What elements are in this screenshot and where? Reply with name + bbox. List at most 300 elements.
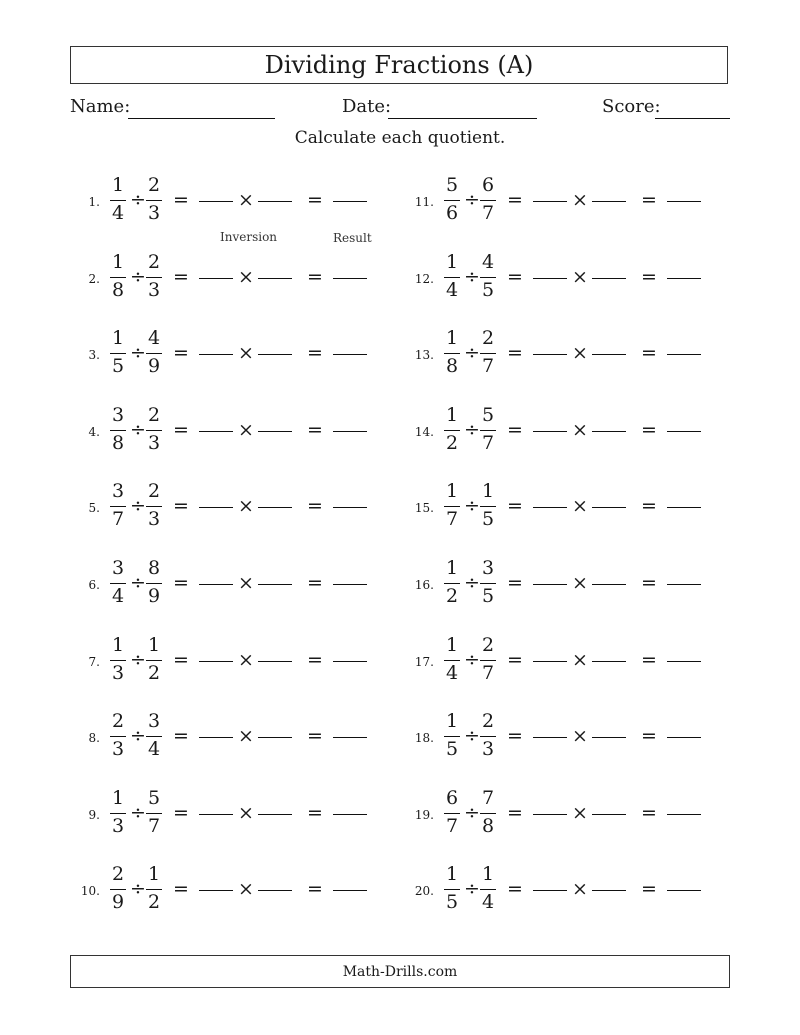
divide-symbol: ÷: [464, 878, 480, 900]
divide-symbol: ÷: [464, 266, 480, 288]
numerator: 1: [111, 634, 125, 656]
problem-number: 4.: [88, 425, 100, 439]
answer-blank-inversion-right[interactable]: [258, 661, 292, 662]
numerator: 3: [481, 557, 495, 579]
fraction-bar: [146, 660, 162, 661]
problem-10: [70, 861, 370, 921]
problem-15: [404, 478, 704, 538]
fraction-bar: [444, 353, 460, 354]
numerator: 2: [147, 251, 161, 273]
problem-12: [404, 249, 704, 309]
divide-symbol: ÷: [130, 189, 146, 211]
fraction-bar: [110, 506, 126, 507]
answer-blank-result[interactable]: [667, 890, 701, 891]
times-symbol: ×: [572, 725, 588, 747]
times-symbol: ×: [238, 342, 254, 364]
numerator: 6: [445, 787, 459, 809]
fraction-bar: [146, 353, 162, 354]
numerator: 2: [481, 327, 495, 349]
fraction-bar: [444, 889, 460, 890]
equals-symbol: =: [507, 572, 523, 594]
problem-6: [70, 555, 370, 615]
answer-blank-inversion-right[interactable]: [592, 737, 626, 738]
divide-symbol: ÷: [130, 802, 146, 824]
equals-symbol: =: [307, 572, 323, 594]
numerator: 1: [445, 404, 459, 426]
denominator: 3: [147, 279, 161, 301]
answer-blank-result[interactable]: [667, 507, 701, 508]
denominator: 7: [111, 508, 125, 530]
problem-17: [404, 632, 704, 692]
fraction-bar: [444, 736, 460, 737]
problem-18: [404, 708, 704, 768]
times-symbol: ×: [572, 495, 588, 517]
answer-blank-result[interactable]: [333, 890, 367, 891]
problem-4: [70, 402, 370, 462]
answer-blank-inversion-left[interactable]: [199, 354, 233, 355]
denominator: 4: [445, 279, 459, 301]
answer-blank-inversion-right[interactable]: [258, 814, 292, 815]
numerator: 1: [445, 480, 459, 502]
answer-blank-inversion-left[interactable]: [533, 354, 567, 355]
divide-symbol: ÷: [464, 649, 480, 671]
answer-blank-inversion-right[interactable]: [258, 201, 292, 202]
numerator: 2: [111, 863, 125, 885]
problem-14: [404, 402, 704, 462]
answer-blank-inversion-left[interactable]: [533, 201, 567, 202]
divide-symbol: ÷: [130, 878, 146, 900]
numerator: 3: [111, 404, 125, 426]
denominator: 3: [147, 432, 161, 454]
numerator: 5: [147, 787, 161, 809]
denominator: 4: [147, 738, 161, 760]
answer-blank-inversion-right[interactable]: [258, 354, 292, 355]
equals-symbol: =: [641, 495, 657, 517]
answer-blank-result[interactable]: [667, 661, 701, 662]
fraction-bar: [146, 277, 162, 278]
fraction-bar: [444, 506, 460, 507]
times-symbol: ×: [572, 342, 588, 364]
fraction-bar: [146, 889, 162, 890]
numerator: 5: [481, 404, 495, 426]
problem-number: 6.: [88, 578, 100, 592]
answer-blank-result[interactable]: [667, 201, 701, 202]
fraction-bar: [146, 583, 162, 584]
denominator: 5: [111, 355, 125, 377]
equals-symbol: =: [507, 189, 523, 211]
fraction-bar: [110, 277, 126, 278]
answer-blank-inversion-left[interactable]: [533, 737, 567, 738]
answer-blank-result[interactable]: [333, 814, 367, 815]
problem-number: 1.: [88, 195, 100, 209]
numerator: 1: [445, 557, 459, 579]
numerator: 8: [147, 557, 161, 579]
answer-blank-result[interactable]: [333, 431, 367, 432]
numerator: 2: [147, 174, 161, 196]
equals-symbol: =: [507, 342, 523, 364]
numerator: 2: [111, 710, 125, 732]
divide-symbol: ÷: [464, 495, 480, 517]
fraction-bar: [444, 813, 460, 814]
equals-symbol: =: [507, 266, 523, 288]
denominator: 5: [445, 738, 459, 760]
instructions: Calculate each quotient.: [294, 128, 506, 148]
equals-symbol: =: [173, 802, 189, 824]
numerator: 1: [147, 634, 161, 656]
denominator: 7: [481, 355, 495, 377]
name-label: Name:: [70, 96, 131, 117]
problem-number: 10.: [80, 884, 100, 898]
answer-blank-inversion-left[interactable]: [533, 431, 567, 432]
numerator: 1: [445, 251, 459, 273]
numerator: 1: [111, 251, 125, 273]
answer-blank-inversion-left[interactable]: [533, 890, 567, 891]
numerator: 1: [481, 863, 495, 885]
fraction-bar: [480, 813, 496, 814]
inversion-hint: Inversion: [220, 230, 278, 244]
equals-symbol: =: [173, 878, 189, 900]
times-symbol: ×: [572, 649, 588, 671]
divide-symbol: ÷: [464, 189, 480, 211]
problem-1: [70, 172, 370, 232]
numerator: 2: [481, 710, 495, 732]
numerator: 4: [147, 327, 161, 349]
problem-number: 9.: [88, 808, 100, 822]
denominator: 7: [147, 815, 161, 837]
divide-symbol: ÷: [464, 725, 480, 747]
equals-symbol: =: [307, 878, 323, 900]
divide-symbol: ÷: [130, 495, 146, 517]
problem-number: 19.: [414, 808, 434, 822]
answer-blank-inversion-right[interactable]: [258, 890, 292, 891]
denominator: 7: [481, 202, 495, 224]
answer-blank-result[interactable]: [667, 814, 701, 815]
equals-symbol: =: [641, 342, 657, 364]
answer-blank-inversion-left[interactable]: [533, 814, 567, 815]
equals-symbol: =: [307, 649, 323, 671]
denominator: 8: [111, 432, 125, 454]
numerator: 2: [147, 404, 161, 426]
answer-blank-result[interactable]: [667, 737, 701, 738]
equals-symbol: =: [641, 725, 657, 747]
denominator: 3: [111, 738, 125, 760]
score-label: Score:: [602, 96, 661, 117]
equals-symbol: =: [307, 495, 323, 517]
numerator: 1: [111, 174, 125, 196]
times-symbol: ×: [572, 419, 588, 441]
denominator: 9: [147, 355, 161, 377]
numerator: 5: [445, 174, 459, 196]
denominator: 8: [445, 355, 459, 377]
problem-20: [404, 861, 704, 921]
answer-blank-result[interactable]: [333, 201, 367, 202]
footer: Math-Drills.com: [70, 955, 730, 988]
equals-symbol: =: [173, 495, 189, 517]
problem-number: 2.: [88, 272, 100, 286]
denominator: 5: [445, 891, 459, 913]
answer-blank-inversion-right[interactable]: [258, 584, 292, 585]
numerator: 1: [111, 787, 125, 809]
fraction-bar: [444, 200, 460, 201]
fraction-bar: [146, 813, 162, 814]
numerator: 7: [481, 787, 495, 809]
problem-9: [70, 785, 370, 845]
fraction-bar: [480, 430, 496, 431]
problem-number: 3.: [88, 348, 100, 362]
denominator: 3: [147, 508, 161, 530]
times-symbol: ×: [572, 878, 588, 900]
divide-symbol: ÷: [464, 572, 480, 594]
worksheet-title: Dividing Fractions (A): [70, 46, 728, 84]
equals-symbol: =: [641, 572, 657, 594]
denominator: 4: [481, 891, 495, 913]
problem-number: 18.: [414, 731, 434, 745]
equals-symbol: =: [641, 189, 657, 211]
numerator: 4: [481, 251, 495, 273]
problem-3: [70, 325, 370, 385]
fraction-bar: [444, 277, 460, 278]
equals-symbol: =: [641, 266, 657, 288]
denominator: 4: [111, 585, 125, 607]
fraction-bar: [480, 506, 496, 507]
answer-blank-inversion-left[interactable]: [199, 814, 233, 815]
result-hint: Result: [333, 231, 372, 245]
answer-blank-result[interactable]: [667, 354, 701, 355]
problem-11: [404, 172, 704, 232]
denominator: 3: [111, 662, 125, 684]
numerator: 1: [111, 327, 125, 349]
numerator: 1: [445, 634, 459, 656]
denominator: 9: [111, 891, 125, 913]
fraction-bar: [480, 583, 496, 584]
fraction-bar: [444, 660, 460, 661]
denominator: 7: [445, 815, 459, 837]
times-symbol: ×: [238, 419, 254, 441]
numerator: 1: [445, 327, 459, 349]
score-field[interactable]: [655, 118, 730, 119]
denominator: 7: [445, 508, 459, 530]
answer-blank-inversion-left[interactable]: [199, 737, 233, 738]
problem-number: 14.: [414, 425, 434, 439]
equals-symbol: =: [641, 649, 657, 671]
fraction-bar: [146, 506, 162, 507]
denominator: 4: [445, 662, 459, 684]
fraction-bar: [146, 736, 162, 737]
answer-blank-result[interactable]: [667, 584, 701, 585]
problem-number: 17.: [414, 655, 434, 669]
denominator: 8: [481, 815, 495, 837]
fraction-bar: [480, 660, 496, 661]
equals-symbol: =: [641, 419, 657, 441]
times-symbol: ×: [572, 572, 588, 594]
divide-symbol: ÷: [130, 342, 146, 364]
problem-2: [70, 249, 370, 309]
equals-symbol: =: [507, 495, 523, 517]
numerator: 2: [147, 480, 161, 502]
worksheet-header-fields: [70, 96, 730, 124]
fraction-bar: [110, 200, 126, 201]
answer-blank-result[interactable]: [667, 278, 701, 279]
problem-13: [404, 325, 704, 385]
denominator: 2: [445, 585, 459, 607]
times-symbol: ×: [572, 266, 588, 288]
problem-number: 5.: [88, 501, 100, 515]
divide-symbol: ÷: [130, 649, 146, 671]
problem-16: [404, 555, 704, 615]
answer-blank-result[interactable]: [333, 661, 367, 662]
denominator: 7: [481, 432, 495, 454]
fraction-bar: [480, 353, 496, 354]
problem-8: [70, 708, 370, 768]
times-symbol: ×: [238, 725, 254, 747]
numerator: 1: [147, 863, 161, 885]
answer-blank-inversion-right[interactable]: [258, 278, 292, 279]
answer-blank-result[interactable]: [333, 737, 367, 738]
answer-blank-inversion-right[interactable]: [258, 737, 292, 738]
numerator: 1: [481, 480, 495, 502]
answer-blank-inversion-right[interactable]: [592, 584, 626, 585]
equals-symbol: =: [173, 725, 189, 747]
equals-symbol: =: [641, 878, 657, 900]
fraction-bar: [110, 889, 126, 890]
numerator: 3: [111, 557, 125, 579]
answer-blank-inversion-left[interactable]: [533, 661, 567, 662]
numerator: 3: [147, 710, 161, 732]
equals-symbol: =: [307, 725, 323, 747]
answer-blank-inversion-right[interactable]: [258, 507, 292, 508]
equals-symbol: =: [507, 649, 523, 671]
equals-symbol: =: [507, 878, 523, 900]
problem-7: [70, 632, 370, 692]
equals-symbol: =: [173, 266, 189, 288]
answer-blank-inversion-right[interactable]: [592, 201, 626, 202]
answer-blank-inversion-left[interactable]: [533, 507, 567, 508]
fraction-bar: [110, 353, 126, 354]
divide-symbol: ÷: [464, 802, 480, 824]
answer-blank-inversion-right[interactable]: [592, 507, 626, 508]
equals-symbol: =: [307, 266, 323, 288]
answer-blank-inversion-right[interactable]: [592, 431, 626, 432]
equals-symbol: =: [173, 419, 189, 441]
answer-blank-inversion-left[interactable]: [199, 507, 233, 508]
answer-blank-inversion-right[interactable]: [592, 354, 626, 355]
denominator: 2: [445, 432, 459, 454]
equals-symbol: =: [173, 572, 189, 594]
problem-number: 8.: [88, 731, 100, 745]
divide-symbol: ÷: [130, 725, 146, 747]
denominator: 2: [147, 891, 161, 913]
denominator: 6: [445, 202, 459, 224]
problem-number: 15.: [414, 501, 434, 515]
problem-number: 7.: [88, 655, 100, 669]
answer-blank-inversion-right[interactable]: [592, 278, 626, 279]
numerator: 1: [445, 710, 459, 732]
divide-symbol: ÷: [130, 572, 146, 594]
denominator: 5: [481, 279, 495, 301]
fraction-bar: [444, 430, 460, 431]
fraction-bar: [110, 583, 126, 584]
answer-blank-inversion-left[interactable]: [199, 890, 233, 891]
numerator: 3: [111, 480, 125, 502]
answer-blank-result[interactable]: [333, 584, 367, 585]
equals-symbol: =: [507, 725, 523, 747]
times-symbol: ×: [238, 495, 254, 517]
denominator: 8: [111, 279, 125, 301]
answer-blank-result[interactable]: [333, 507, 367, 508]
numerator: 1: [445, 863, 459, 885]
times-symbol: ×: [238, 266, 254, 288]
times-symbol: ×: [572, 802, 588, 824]
fraction-bar: [146, 200, 162, 201]
fraction-bar: [110, 660, 126, 661]
answer-blank-inversion-left[interactable]: [199, 431, 233, 432]
answer-blank-inversion-left[interactable]: [533, 278, 567, 279]
answer-blank-inversion-left[interactable]: [533, 584, 567, 585]
equals-symbol: =: [173, 189, 189, 211]
fraction-bar: [480, 889, 496, 890]
times-symbol: ×: [238, 802, 254, 824]
equals-symbol: =: [173, 649, 189, 671]
answer-blank-result[interactable]: [333, 354, 367, 355]
problem-5: [70, 478, 370, 538]
answer-blank-result[interactable]: [667, 431, 701, 432]
answer-blank-inversion-right[interactable]: [592, 890, 626, 891]
fraction-bar: [444, 583, 460, 584]
fraction-bar: [110, 430, 126, 431]
date-field[interactable]: [388, 118, 537, 119]
answer-blank-result[interactable]: [333, 278, 367, 279]
answer-blank-inversion-left[interactable]: [199, 278, 233, 279]
denominator: 3: [147, 202, 161, 224]
denominator: 2: [147, 662, 161, 684]
numerator: 6: [481, 174, 495, 196]
problem-19: [404, 785, 704, 845]
equals-symbol: =: [307, 419, 323, 441]
times-symbol: ×: [238, 878, 254, 900]
equals-symbol: =: [307, 802, 323, 824]
equals-symbol: =: [307, 342, 323, 364]
times-symbol: ×: [238, 649, 254, 671]
divide-symbol: ÷: [130, 266, 146, 288]
problem-number: 16.: [414, 578, 434, 592]
fraction-bar: [146, 430, 162, 431]
name-field[interactable]: [128, 118, 275, 119]
problem-number: 20.: [414, 884, 434, 898]
problem-number: 11.: [414, 195, 434, 209]
answer-blank-inversion-right[interactable]: [258, 431, 292, 432]
date-label: Date:: [342, 96, 392, 117]
denominator: 3: [481, 738, 495, 760]
problem-number: 12.: [414, 272, 434, 286]
times-symbol: ×: [238, 572, 254, 594]
answer-blank-inversion-right[interactable]: [592, 814, 626, 815]
denominator: 5: [481, 585, 495, 607]
answer-blank-inversion-right[interactable]: [592, 661, 626, 662]
denominator: 3: [111, 815, 125, 837]
equals-symbol: =: [307, 189, 323, 211]
answer-blank-inversion-left[interactable]: [199, 584, 233, 585]
fraction-bar: [110, 813, 126, 814]
answer-blank-inversion-left[interactable]: [199, 661, 233, 662]
fraction-bar: [480, 200, 496, 201]
equals-symbol: =: [507, 802, 523, 824]
denominator: 9: [147, 585, 161, 607]
answer-blank-inversion-left[interactable]: [199, 201, 233, 202]
equals-symbol: =: [641, 802, 657, 824]
fraction-bar: [480, 277, 496, 278]
divide-symbol: ÷: [464, 342, 480, 364]
denominator: 5: [481, 508, 495, 530]
